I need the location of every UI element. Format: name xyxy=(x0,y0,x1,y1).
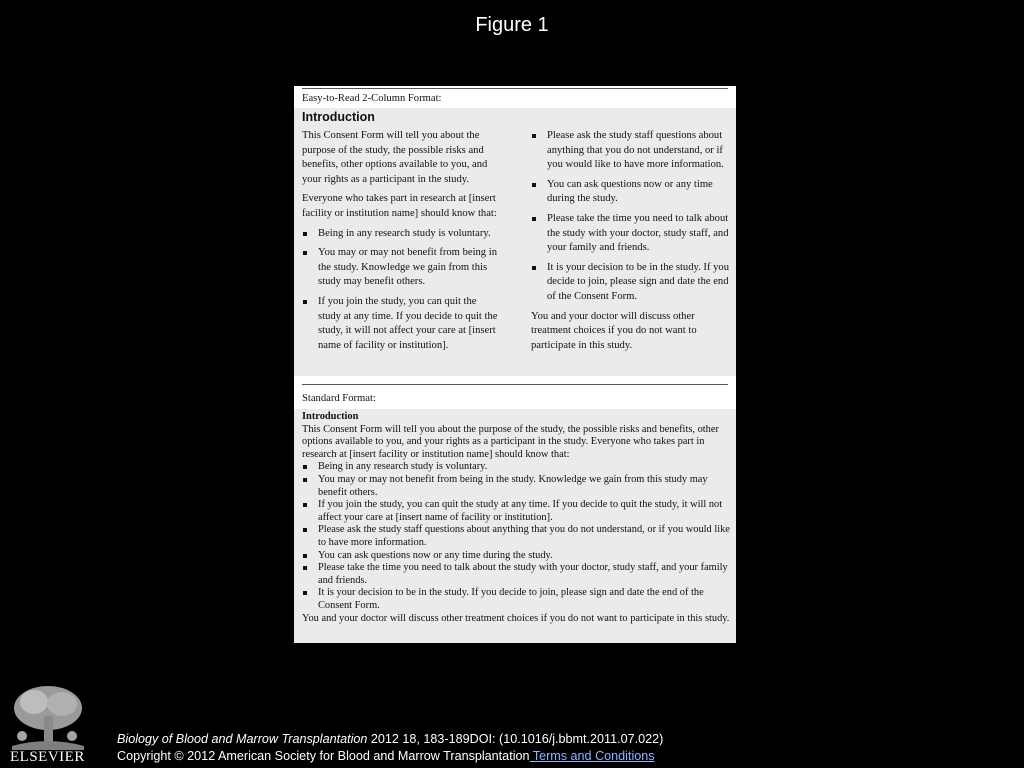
journal-name: Biology of Blood and Marrow Transplantation xyxy=(117,732,368,746)
standard-format-band xyxy=(294,376,736,409)
bullet-text: Being in any research study is voluntary. xyxy=(318,461,488,473)
bullet-text: You can ask questions now or any time during the study. xyxy=(318,549,553,561)
bullet-text: It is your decision to be in the study. If you decide to join, please sign and date the end of the Consent Form. xyxy=(547,261,730,302)
bullet-item xyxy=(302,524,730,549)
bullet-text: You may or may not benefit from being in the study. Knowledge we gain from this study may benefit others. xyxy=(318,473,708,498)
figure-title: Figure 1 xyxy=(475,14,549,36)
bullet-square-icon xyxy=(303,251,307,255)
bullet-item xyxy=(302,227,502,242)
bullet-square-icon xyxy=(303,300,307,304)
bullet-item xyxy=(531,212,731,256)
citation-line xyxy=(117,731,663,748)
bullet-square-icon xyxy=(303,478,307,482)
bullet-text: If you join the study, you can quit the study at any time. If you decide to quit the study, it will not affect your care at [insert name of facility or institution]. xyxy=(318,499,723,523)
right-column xyxy=(531,129,731,358)
bullet-item xyxy=(302,587,730,612)
copyright-line xyxy=(117,748,663,765)
bullet-square-icon xyxy=(532,183,536,187)
bullet-text: Please take the time you need to talk about the study with your doctor, study staff, and your family and friends. xyxy=(318,562,728,586)
bullet-text: Being in any research study is voluntary. xyxy=(318,227,491,239)
closing-paragraph: You and your doctor will discuss other treatment choices if you do not want to participate in this study. xyxy=(531,310,697,351)
bullet-square-icon xyxy=(532,134,536,138)
bullet-item xyxy=(302,295,502,353)
divider-rule xyxy=(302,88,728,89)
bullet-item xyxy=(302,246,502,290)
bullet-text: It is your decision to be in the study. If you decide to join, please sign and date the end of the Consent Form. xyxy=(318,587,704,611)
bullet-square-icon xyxy=(532,266,536,270)
bullet-item xyxy=(531,129,731,173)
intro-paragraph: This Consent Form will tell you about the purpose of the study, the possible risks and benefits, other options available to you, and your rights as a participant in the study. xyxy=(302,130,488,185)
standard-intro: This Consent Form will tell you about the purpose of the study, the possible risks and benefits, other options available to you, and your rights as a participant in the study. Everyone who takes part in research at [insert facility or institution name] should know that: xyxy=(302,423,719,460)
bullet-item xyxy=(302,562,730,587)
bullet-square-icon xyxy=(303,503,307,507)
bullet-square-icon xyxy=(303,465,307,469)
copyright-text: Copyright © 2012 American Society for Blood and Marrow Transplantation xyxy=(117,749,530,763)
bullet-text: You may or may not benefit from being in the study. Knowledge we gain from this study may benefit others. xyxy=(318,247,497,288)
bullet-square-icon xyxy=(532,217,536,221)
everyone-paragraph: Everyone who takes part in research at [insert facility or institution name] should know that: xyxy=(302,193,497,219)
standard-heading: Introduction xyxy=(302,411,359,422)
bullet-text: You can ask questions now or any time during the study. xyxy=(547,178,713,205)
bullet-item xyxy=(302,550,730,563)
citation-block xyxy=(117,731,663,765)
bullet-item xyxy=(531,178,731,207)
standard-closing: You and your doctor will discuss other treatment choices if you do not want to participate in this study. xyxy=(302,612,730,624)
consent-form-figure xyxy=(294,86,736,643)
bullet-item xyxy=(302,499,730,524)
format-label-band xyxy=(294,86,736,108)
bullet-text: Please ask the study staff questions about anything that you do not understand, or if you would like to have more information. xyxy=(318,524,730,548)
standard-format-label: Standard Format: xyxy=(302,393,376,404)
bullet-square-icon xyxy=(303,554,307,558)
bullet-item xyxy=(302,474,730,499)
bullet-item xyxy=(531,261,731,305)
citation-details: 2012 18, 183-189DOI: (10.1016/j.bbmt.2011.07.022) xyxy=(367,732,664,746)
bullet-square-icon xyxy=(303,232,307,236)
easy-format-label: Easy-to-Read 2-Column Format: xyxy=(302,93,442,104)
terms-and-conditions-link[interactable]: Terms and Conditions xyxy=(529,749,655,763)
bullet-text: Please take the time you need to talk about the study with your doctor, study staff, and your family and friends. xyxy=(547,212,729,254)
elsevier-wordmark: ELSEVIER xyxy=(10,749,85,765)
bullet-text: If you join the study, you can quit the study at any time. If you decide to quit the study, it will not affect your care at [insert name of facility or institution]. xyxy=(318,295,498,351)
standard-format-text xyxy=(302,411,730,625)
bullet-square-icon xyxy=(303,528,307,532)
left-column xyxy=(302,129,502,358)
divider-rule xyxy=(302,384,728,385)
bullet-square-icon xyxy=(303,591,307,595)
bullet-item xyxy=(302,461,730,474)
intro-heading: Introduction xyxy=(302,110,375,124)
bullet-text: Please ask the study staff questions about anything that you do not understand, or if you would like to have more information. xyxy=(547,130,724,171)
bullet-square-icon xyxy=(303,566,307,570)
